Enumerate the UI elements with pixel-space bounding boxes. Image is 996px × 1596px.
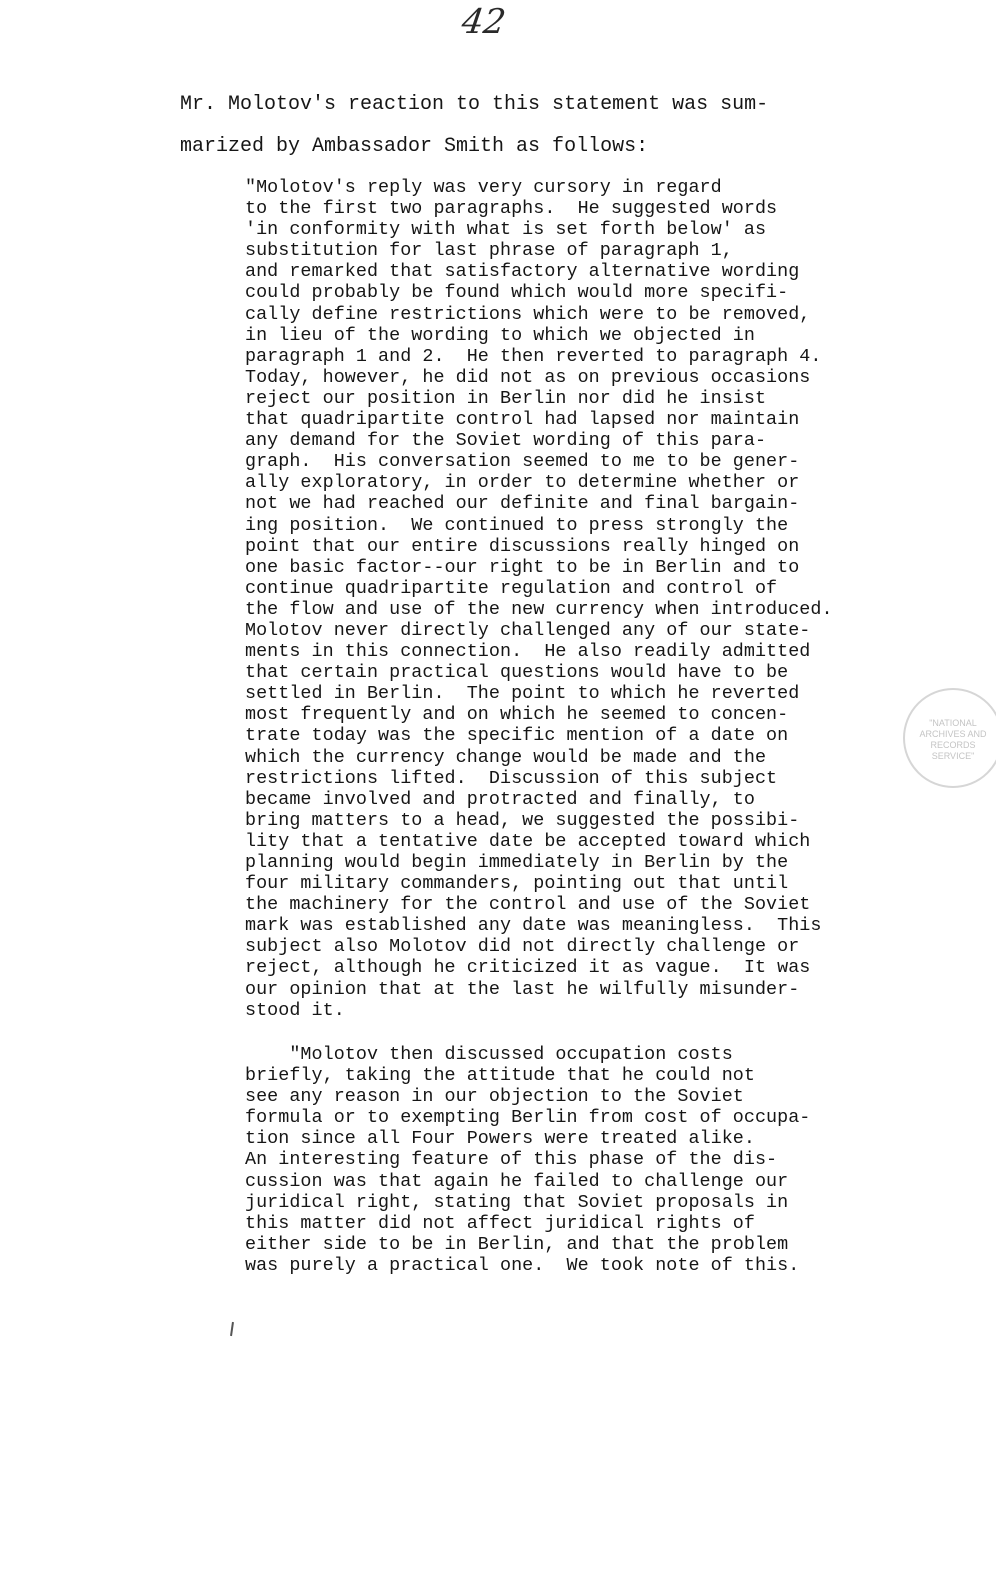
archive-stamp bbox=[903, 688, 996, 788]
handwritten-page-number: 42 bbox=[459, 2, 509, 42]
quoted-paragraph-2: "Molotov then discussed occupation costs briefly, taking the attitude that he could not see any reason in our objection to the Soviet formula or to exempting Berlin from cost of occupa- tion since all Four Powers were treated alike. An interesting feature of this phase of the dis- cussion was that again he failed to challenge our juridical right, stating that Soviet proposals in this matter did not affect juridical rights of either side to be in Berlin, and that the problem was purely a practical one. We took note of this. bbox=[245, 1044, 811, 1276]
archive-stamp-text: "NATIONAL ARCHIVES AND RECORDS SERVICE" bbox=[919, 718, 987, 761]
quoted-paragraph-1: "Molotov's reply was very cursory in regard to the first two paragraphs. He suggested words 'in conformity with what is set forth below' as substitution for last phrase of paragraph 1, and remarked that satisfactory alternative wording could probably be found which would more specifi- cally define restrictions which were to be removed, in lieu of the wording to which we objected in paragraph 1 and 2. He then reverted to paragraph 4. Today, however, he did not as on previous occasions reject our position in Berlin nor did he insist that quadripartite control had lapsed nor maintain any demand for the Soviet wording of this para- graph. His conversation seemed to me to be gener- ally exploratory, in order to determine whether or not we had reached our definite and final bargain- ing position. We continued to press strongly the point that our entire discussions really hinged on one basic factor--our right to be in Berlin and to continue quadripartite regulation and control of the flow and use of the new currency when introduced. Molotov never directly challenged any of our state- ments in this connection. He also readily admitted that certain practical questions would have to be settled in Berlin. The point to which he reverted most frequently and on which he seemed to concen- trate today was the specific mention of a date on which the currency change would be made and the restrictions lifted. Discussion of this subject became involved and protracted and finally, to bring matters to a head, we suggested the possibi- lity that a tentative date be accepted toward which planning would begin immediately in Berlin by the four military commanders, pointing out that until the machinery for the control and use of the Soviet mark was established any date was meaningless. This subject also Molotov did not directly challenge or reject, although he criticized it as vague. It was our opinion that at the last he wilfully misunder- stood it. bbox=[245, 177, 833, 1021]
intro-paragraph: Mr. Molotov's reaction to this statement was sum- marized by Ambassador Smith as follows: bbox=[180, 93, 769, 158]
stray-pen-mark bbox=[230, 1322, 234, 1336]
